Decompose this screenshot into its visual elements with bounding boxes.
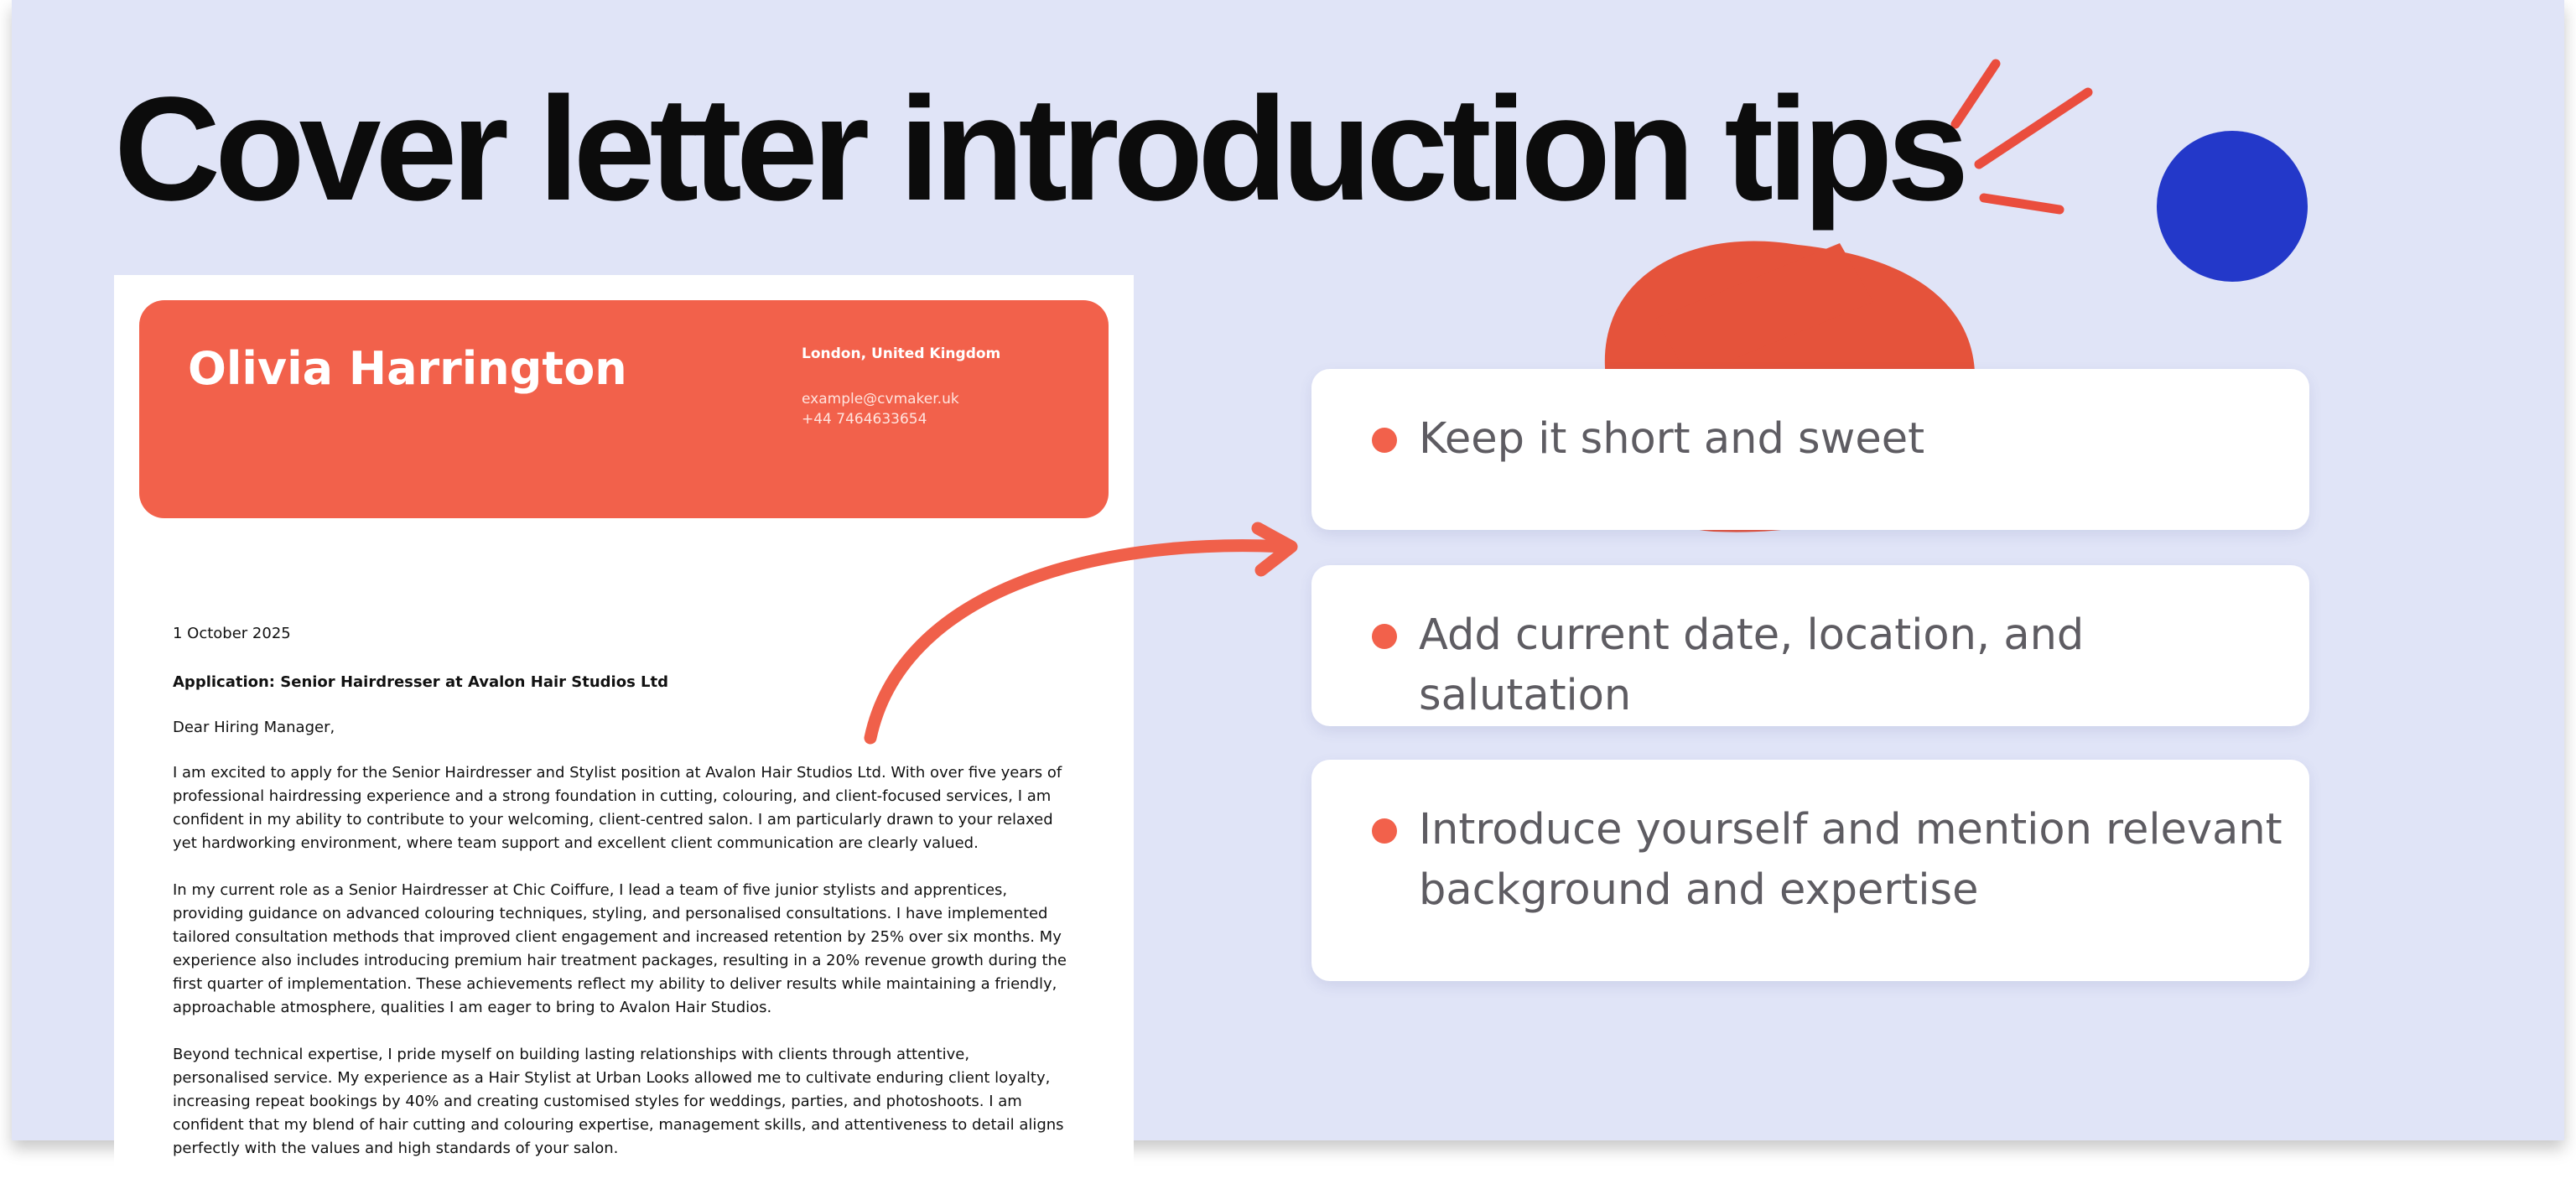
bullet-dot-icon — [1372, 818, 1397, 844]
applicant-phone: +44 7464633654 — [802, 411, 927, 428]
applicant-name: Olivia Harrington — [188, 342, 627, 395]
letter-paragraph: In my current role as a Senior Hairdresser at Chic Coiffure, I lead a team of five junior stylists and apprentices, providing guidance on advanced colouring techniques, styling, and personalised consultations. I have implemented tailored consultation methods that improved client engagement and increased retention by 25% over six months. My experience also includes introducing premium hair treatment packages, resulting in a 20% revenue growth during the first quarter of implementation. These achievements reflect my ability to deliver results while maintaining a friendly, approachable atmosphere, qualities I am eager to bring to Avalon Hair Studios. — [173, 881, 1067, 1016]
letter-greeting: Dear Hiring Manager, — [173, 719, 335, 736]
tip-text: Keep it short and sweet — [1419, 414, 1925, 464]
letter-date: 1 October 2025 — [173, 625, 291, 642]
infographic-canvas — [12, 0, 2564, 1157]
tip-text: Introduce yourself and mention relevant background and expertise — [1419, 805, 2283, 915]
tip-card — [1311, 760, 2309, 981]
letter-paragraph: Beyond technical expertise, I pride myself on building lasting relationships with clients through attentive, personalised service. My experience as a Hair Stylist at Urban Looks allowed me to cultivate enduring client loyalty, increasing repeat bookings by 40% and creating customised styles for weddings, parties, and photoshoots. I am confident that my blend of hair cutting and colouring expertise, management skills, and attentiveness to detail aligns perfectly with the values and high standards of your salon. — [173, 1046, 1064, 1157]
tip-text: Add current date, location, and salutation — [1419, 610, 2085, 720]
bullet-dot-icon — [1372, 428, 1397, 453]
applicant-location: London, United Kingdom — [802, 345, 1001, 362]
page-title: Cover letter introduction tips — [114, 67, 1964, 231]
curved-arrow — [870, 546, 1286, 738]
tip-card — [1311, 369, 2309, 530]
applicant-email: example@cvmaker.uk — [802, 391, 959, 408]
letter-paragraph: I am excited to apply for the Senior Hairdresser and Stylist position at Avalon Hair Studios Ltd. With over five years of professional hairdressing experience and a strong foundation in cutting, colouring, and client-focused services, I am confident in my ability to contribute to your welcoming, client-centred salon. I am particularly drawn to your relaxed yet hardworking environment, where team support and excellent client communication are clearly valued. — [173, 764, 1062, 852]
letter-subject: Application: Senior Hairdresser at Avalon Hair Studios Ltd — [173, 673, 669, 691]
bullet-dot-icon — [1372, 624, 1397, 649]
tip-card — [1311, 565, 2309, 726]
